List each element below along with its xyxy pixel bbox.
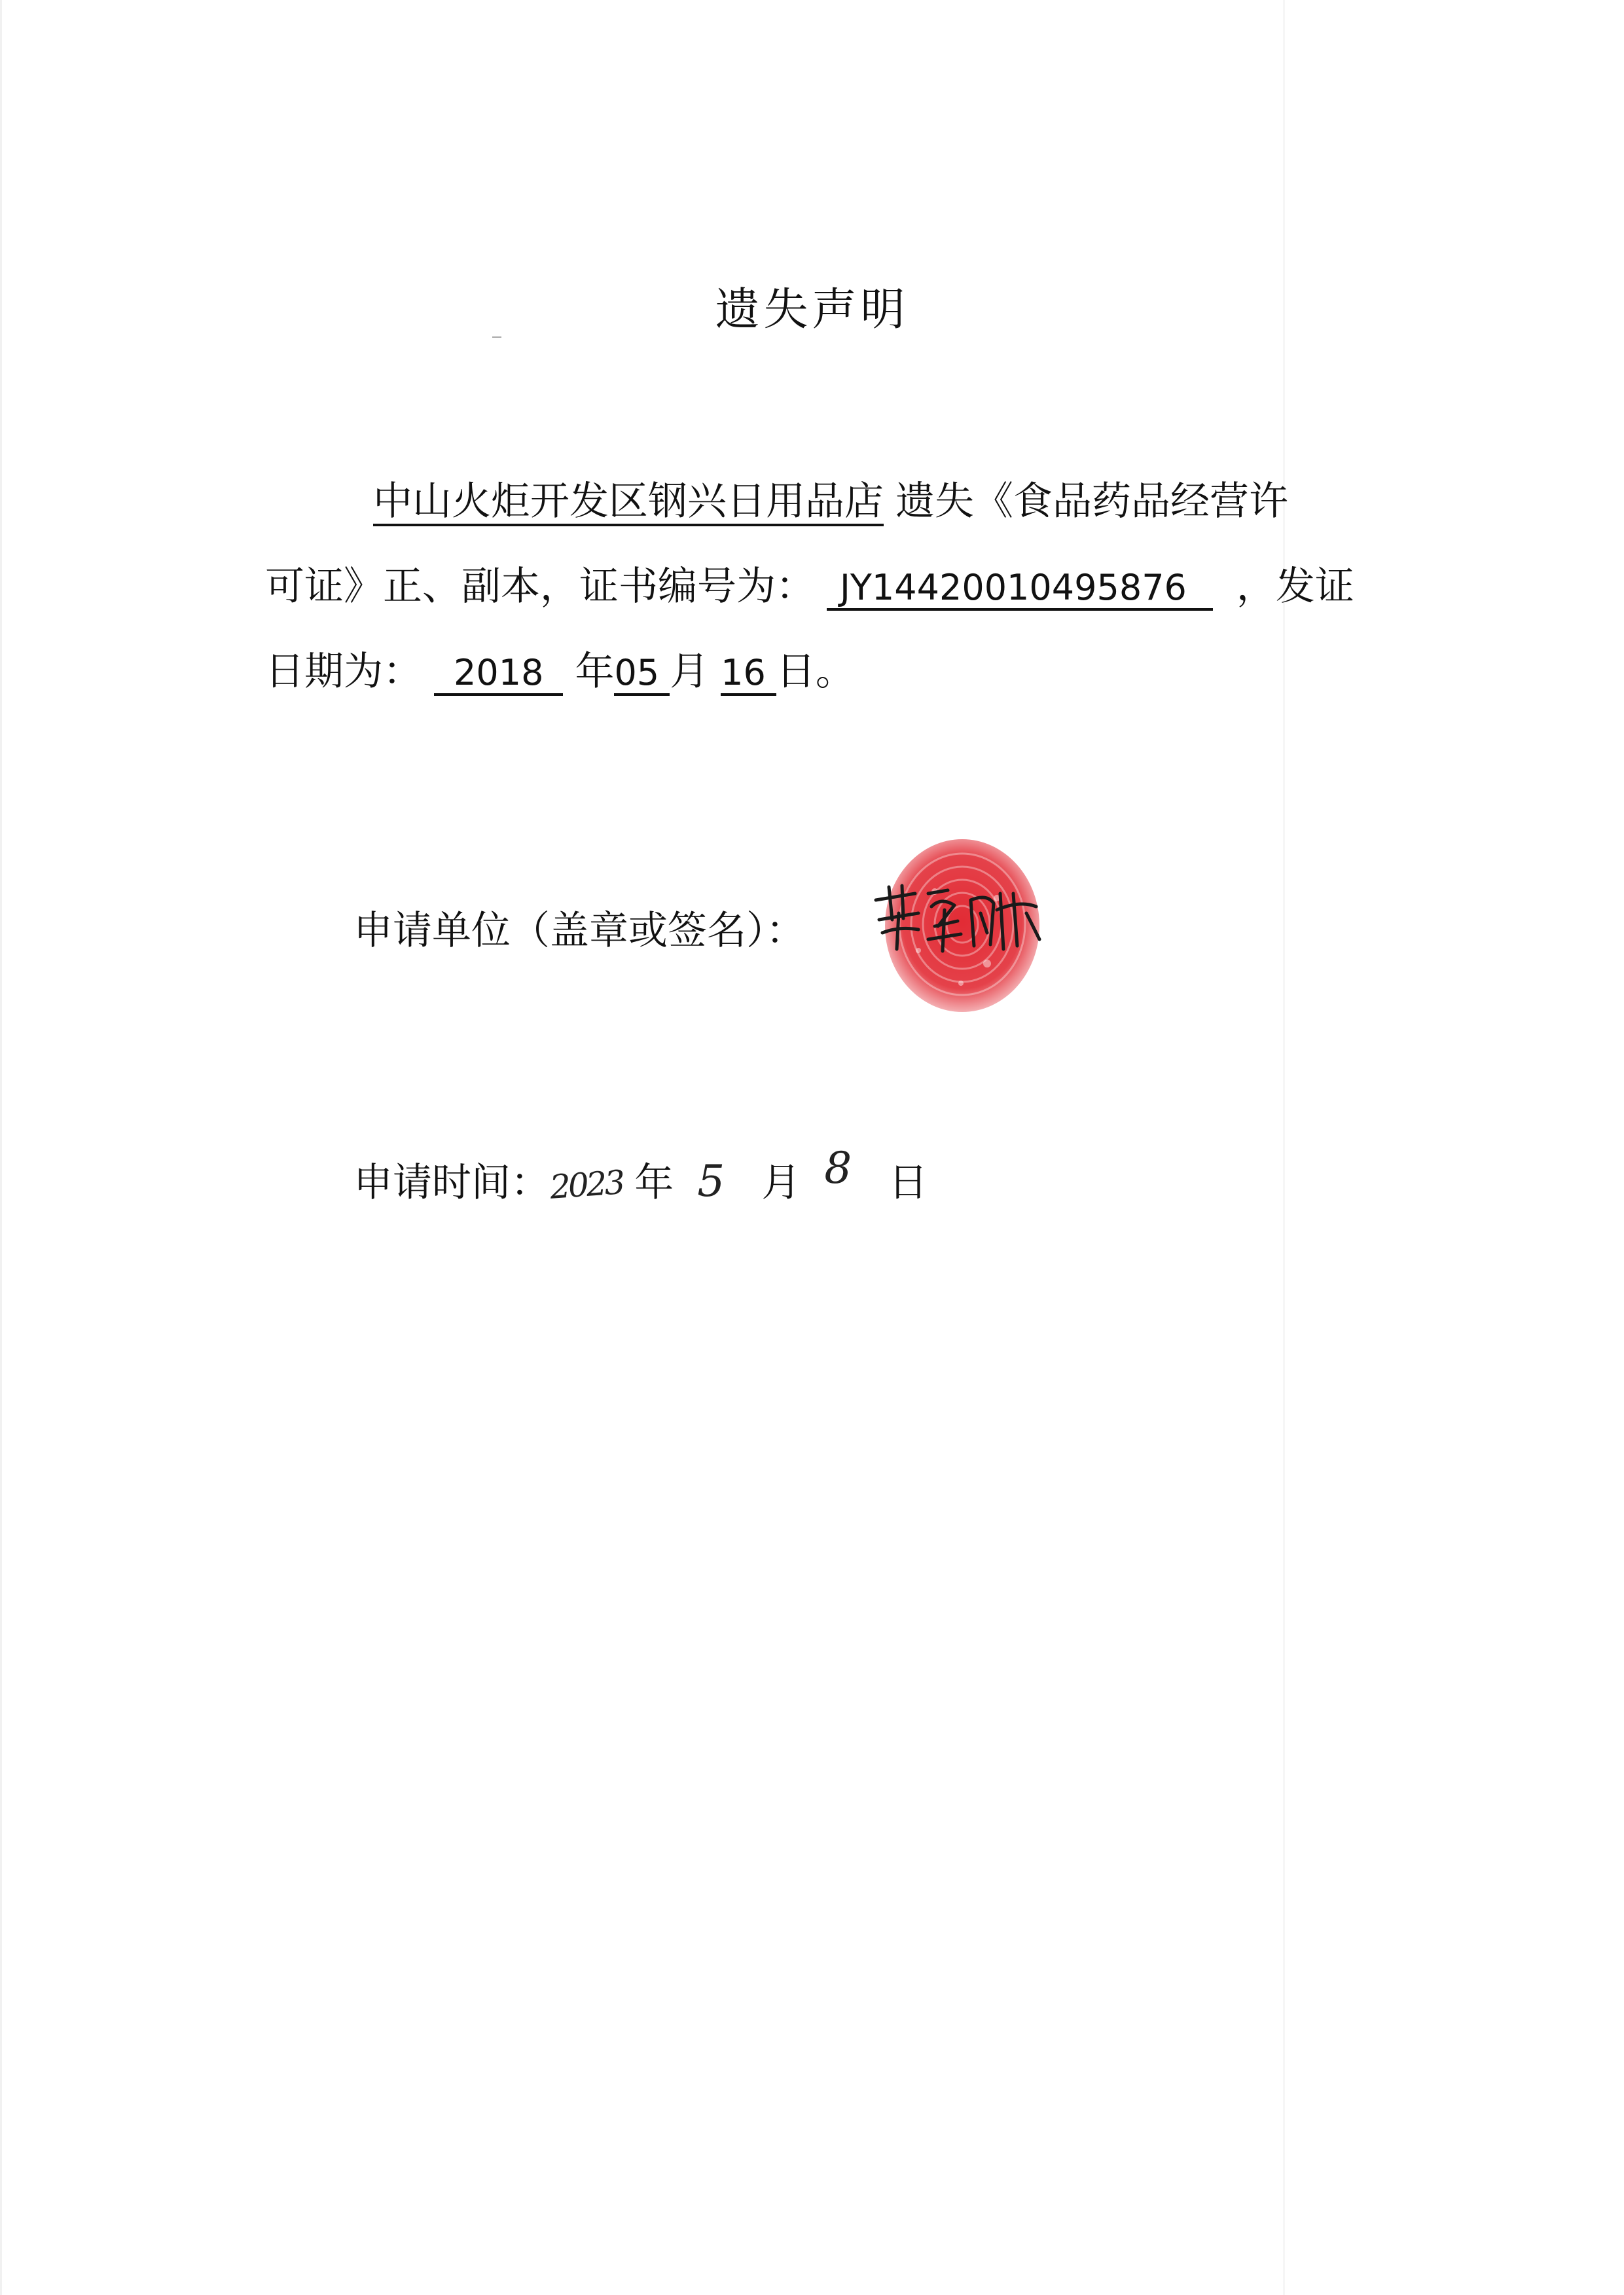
certificate-suffix: ，发证: [1236, 564, 1354, 609]
issue-year: 2018: [434, 655, 563, 696]
application-date-label: 申请时间：: [353, 1160, 550, 1206]
company-name: 中山火炬开发区钢兴日用品店: [373, 482, 884, 526]
issue-day: 16: [721, 655, 776, 696]
scan-fold-line: [1283, 0, 1285, 2295]
signature-icon: [863, 874, 1059, 959]
scan-speck: [492, 336, 501, 338]
certificate-number: JY14420010495876: [827, 570, 1213, 611]
application-day-label: 日: [888, 1160, 928, 1206]
application-month: 5: [697, 1156, 725, 1206]
applicant-line: [353, 908, 805, 954]
lost-text: 遗失《食品药品经营许: [895, 479, 1288, 524]
application-year: 2023: [549, 1163, 624, 1206]
applicant-label: 申请单位（盖章或签名）：: [353, 908, 805, 954]
statement-line-2: [265, 564, 1354, 611]
day-label: 日。: [776, 649, 855, 695]
statement-line-3: [265, 649, 855, 696]
application-year-label: 年: [634, 1160, 674, 1206]
application-date-line: [353, 1143, 928, 1206]
scan-left-edge: [0, 0, 2, 2295]
application-month-label: 月: [761, 1160, 801, 1206]
handwritten-signature: [863, 874, 1059, 959]
year-label: 年: [575, 649, 615, 695]
issue-date-label: 日期为：: [265, 649, 422, 695]
statement-line-1: [373, 479, 1288, 526]
document-title: 遗失声明: [715, 284, 909, 336]
month-label: 月: [670, 649, 710, 695]
application-day: 8: [824, 1143, 852, 1193]
issue-month: 05: [614, 655, 670, 696]
certificate-prefix: 可证》正、副本，证书编号为：: [265, 564, 815, 609]
